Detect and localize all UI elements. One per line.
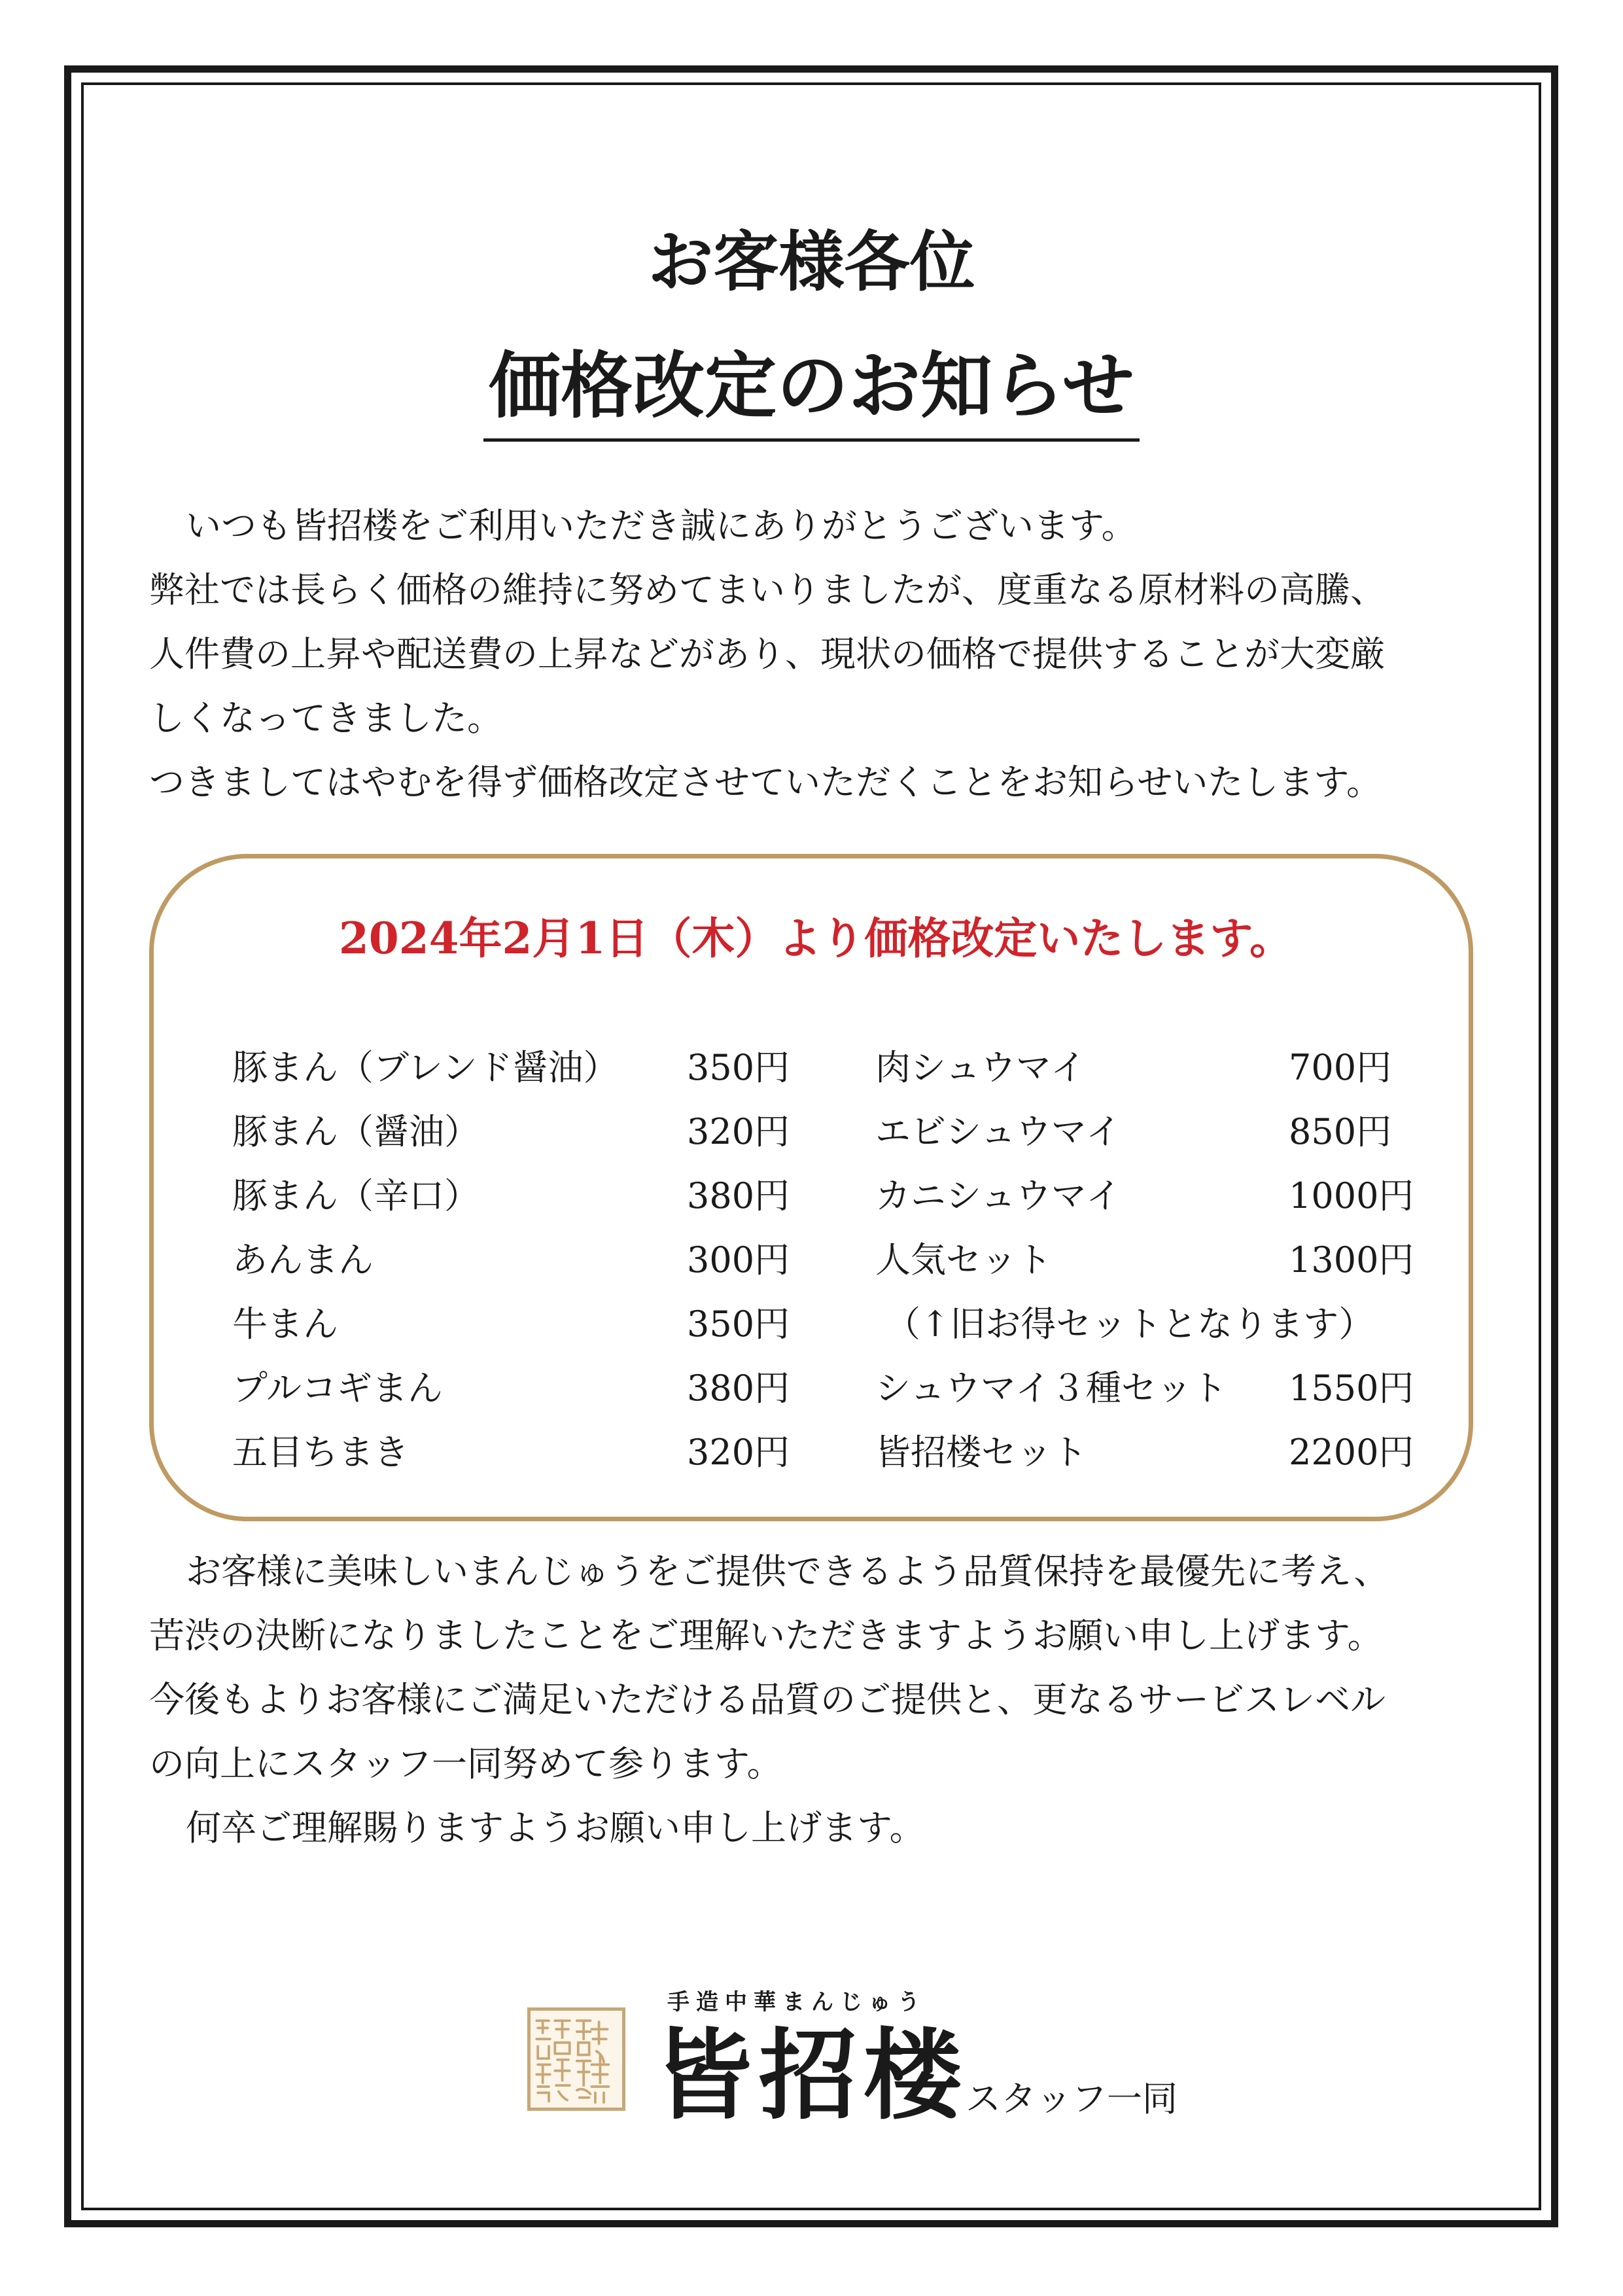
menu-item-name: シュウマイ３種セット [875, 1368, 1227, 1409]
menu-item-price: 350円 [687, 1047, 790, 1088]
menu-item-name: 肉シュウマイ [875, 1047, 1086, 1088]
closing-paragraph [149, 1540, 1490, 1860]
menu-item-price: 380円 [687, 1175, 790, 1216]
menu-item-price: 1300円 [1289, 1239, 1414, 1280]
menu-item-note: （↑旧お得セットとなります） [885, 1303, 1374, 1345]
menu-item-name: 豚まん（辛口） [232, 1175, 480, 1216]
intro-line: いつも皆招楼をご利用いただき誠にありがとうございます。 [186, 505, 1137, 546]
menu-item-name: あんまん [232, 1239, 374, 1280]
menu-item-price: 380円 [687, 1368, 790, 1409]
brand-seal-icon [527, 2007, 625, 2111]
addressee-heading: お客様各位 [648, 223, 975, 300]
revision-date-announcement: 2024年2月1日（木）より価格改定いたします。 [338, 913, 1293, 964]
menu-item-price: 320円 [687, 1111, 790, 1152]
menu-item-price: 2200円 [1289, 1432, 1414, 1473]
menu-item-price: 320円 [687, 1432, 790, 1473]
brand-tagline: 手造中華まんじゅう [667, 1989, 926, 2015]
menu-item-name: 牛まん [232, 1303, 338, 1345]
menu-item-name: カニシュウマイ [875, 1175, 1121, 1216]
closing-line: 苦渋の決断になりましたことをご理解いただきますようお願い申し上げます。 [149, 1615, 1383, 1656]
intro-paragraph [149, 494, 1490, 815]
menu-item-name: 人気セット [875, 1239, 1052, 1280]
closing-line: 何卒ご理解賜りますようお願い申し上げます。 [186, 1807, 925, 1848]
notice-title [0, 340, 1623, 442]
menu-item-name: プルコギまん [232, 1368, 443, 1409]
closing-line: お客様に美味しいまんじゅうをご提供できるよう品質保持を最優先に考え、 [186, 1551, 1389, 1592]
closing-line: の向上にスタッフ一同努めて参ります。 [149, 1743, 782, 1784]
menu-item-name: 皆招楼セット [875, 1432, 1087, 1473]
closing-line: 今後もよりお客様にご満足いただける品質のご提供と、更なるサービスレベル [149, 1679, 1386, 1720]
intro-line: しくなってきました。 [149, 698, 502, 739]
menu-item-price: 350円 [687, 1303, 790, 1345]
menu-item-price: 850円 [1289, 1111, 1392, 1152]
menu-item-price: 1550円 [1289, 1368, 1414, 1409]
intro-line: つきましてはやむを得ず価格改定させていただくことをお知らせいたします。 [149, 762, 1382, 803]
intro-line: 人件費の上昇や配送費の上昇などがあり、現状の価格で提供することが大変厳 [149, 633, 1386, 675]
notice-title-text: 価格改定のお知らせ [483, 340, 1140, 442]
menu-item-price: 300円 [687, 1239, 790, 1280]
menu-item-name: エビシュウマイ [875, 1111, 1121, 1152]
price-list-box [149, 854, 1473, 1521]
menu-item-name: 豚まん（ブレンド醤油） [232, 1047, 619, 1088]
menu-item-price: 1000円 [1289, 1175, 1414, 1216]
menu-item-name: 五目ちまき [232, 1432, 409, 1473]
menu-item-name: 豚まん（醤油） [232, 1111, 480, 1152]
menu-item-price: 700円 [1289, 1047, 1392, 1088]
staff-signature: スタッフ一同 [966, 2078, 1178, 2119]
intro-line: 弊社では長らく価格の維持に努めてまいりましたが、度重なる原材料の高騰、 [149, 569, 1386, 610]
brand-logo-text: 皆招楼 [654, 2018, 969, 2133]
